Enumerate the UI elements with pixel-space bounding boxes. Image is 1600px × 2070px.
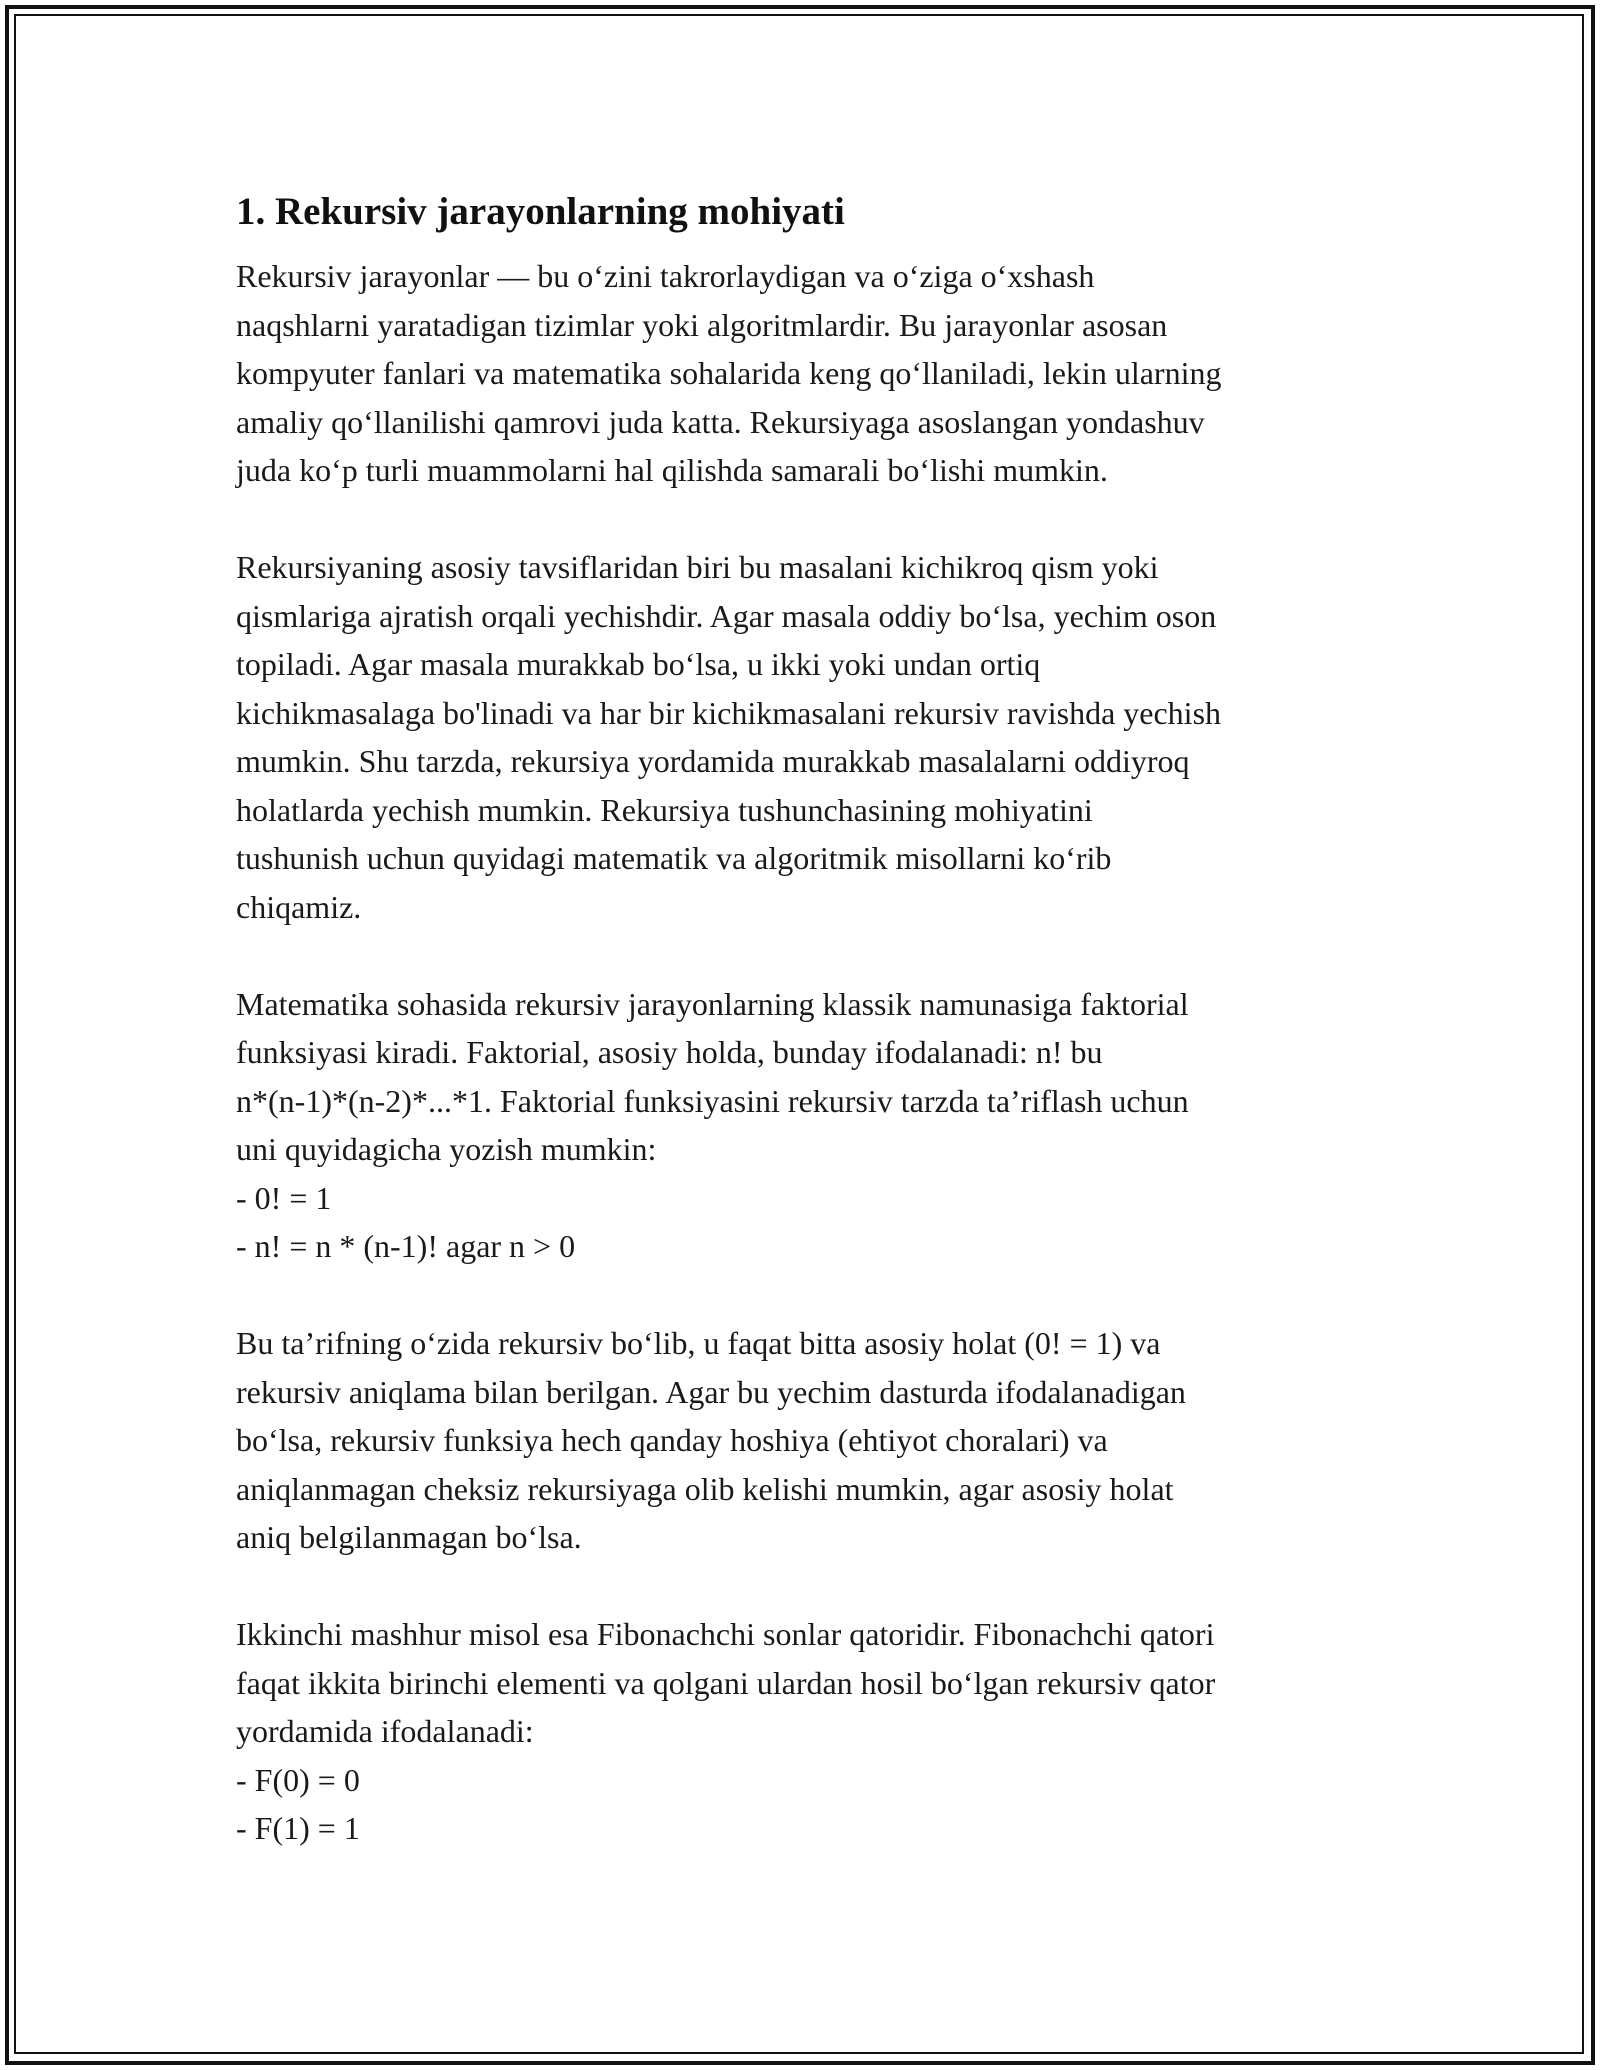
paragraph-fibonacci: Ikkinchi mashhur misol esa Fibonachchi sonlar qatoridir. Fibonachchi qatori faqat ikkita birinchi elementi va qolgani ulardan hosil bo‘lgan rekursiv qator yordamida ifodalanadi: - F(0) = 0 - F(1) = 1	[236, 1616, 1216, 1846]
paragraph-base-case: Bu ta’rifning o‘zida rekursiv bo‘lib, u faqat bitta asosiy holat (0! = 1) va rekursiv aniqlama bilan berilgan. Agar bu yechim dasturda ifodalanadigan bo‘lsa, rekursiv funksiya hech qanday hoshiya (ehtiyot choralari) va aniqlanmagan cheksiz rekursiyaga olib kelishi mumkin, agar asosiy holat aniq belgilanmagan bo‘lsa.	[236, 1325, 1186, 1555]
paragraph-decomposition: Rekursiyaning asosiy tavsiflaridan biri bu masalani kichikroq qism yoki qismlariga ajratish orqali yechishdir. Agar masala oddiy bo‘lsa, yechim oson topiladi. Agar masala murakkab bo‘lsa, u ikki yoki undan ortiq kichikmasalaga bo'linadi va har bir kichikmasalani rekursiv ravishda yechish mumkin. Shu tarzda, rekursiya yordamida murakkab masalalarni oddiyroq holatlarda yechish mumkin. Rekursiya tushunchasining mohiyatini tushunish uchun quyidagi matematik va algoritmik misollarni ko‘rib chiqamiz.	[236, 549, 1222, 925]
document-body	[236, 184, 1376, 1853]
paragraph-factorial: Matematika sohasida rekursiv jarayonlarning klassik namunasiga faktorial funksiyasi kiradi. Faktorial, asosiy holda, bunday ifodalanadi: n! bu n*(n-1)*(n-2)*...*1. Faktorial funksiyasini rekursiv tarzda ta’riflash uchun uni quyidagicha yozish mumkin: - 0! = 1 - n! = n * (n-1)! agar n > 0	[236, 985, 1189, 1264]
paragraph-intro: Rekursiv jarayonlar — bu o‘zini takrorlaydigan va o‘ziga o‘xshash naqshlarni yaratadigan tizimlar yoki algoritmlardir. Bu jarayonlar asosan kompyuter fanlari va matematika sohalarida keng qo‘llaniladi, lekin ularning amaliy qo‘llanilishi qamrovi juda katta. Rekursiyaga asoslangan yondashuv juda ko‘p turli muammolarni hal qilishda samarali bo‘lishi mumkin.	[236, 258, 1222, 488]
section-heading: 1. Rekursiv jarayonlarning mohiyati	[236, 190, 845, 233]
